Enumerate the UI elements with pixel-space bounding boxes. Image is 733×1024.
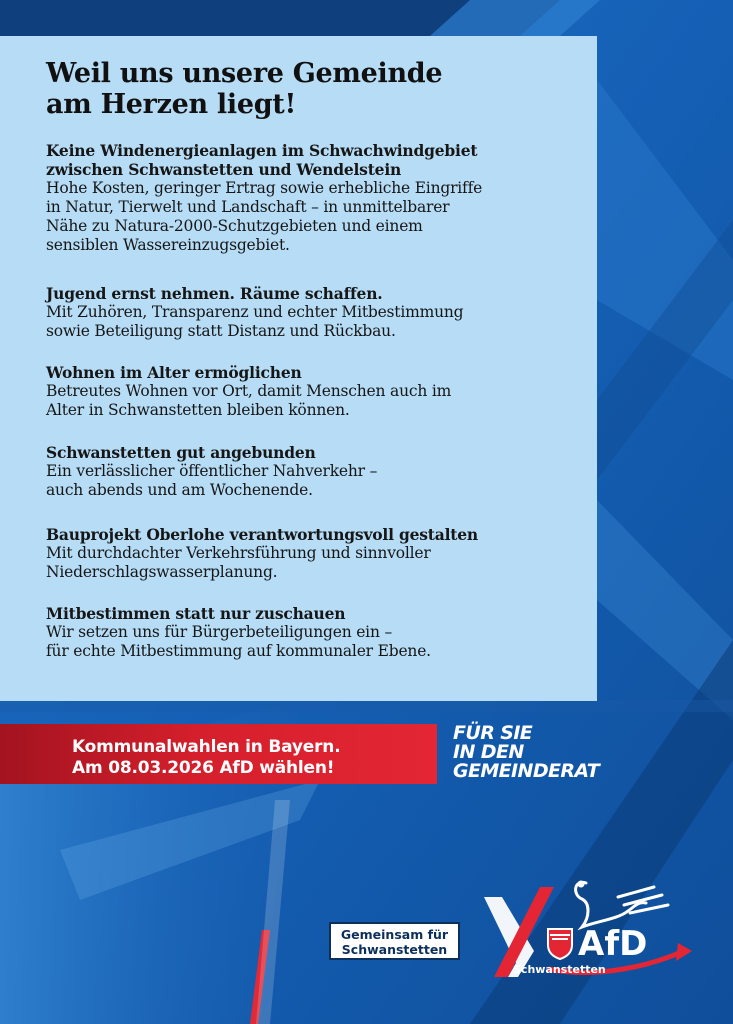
section-body-line: Mit Zuhören, Transparenz und echter Mitbestimmung	[46, 303, 464, 321]
gemeinsam-badge	[329, 922, 460, 960]
slogan-line: IN DEN	[453, 741, 524, 763]
banner-line: Kommunalwahlen in Bayern.	[72, 737, 341, 757]
headline	[46, 58, 566, 120]
slogan-line: FÜR SIE	[453, 722, 533, 744]
section-body	[46, 623, 586, 661]
section-body-line: Mit durchdachter Verkehrsführung und sinnvoller	[46, 544, 431, 562]
logo-subtitle: Schwanstetten	[513, 963, 606, 976]
section-title: Jugend ernst nehmen. Räume schaffen.	[46, 284, 383, 303]
section-body	[46, 179, 586, 255]
section-body-line: auch abends und am Wochenende.	[46, 481, 313, 499]
section-wohnen-im-alter	[46, 363, 586, 420]
section-body-line: Betreutes Wohnen vor Ort, damit Menschen auch im	[46, 382, 452, 400]
slogan-line: GEMEINDERAT	[453, 760, 600, 782]
section-body-line: Niederschlagswasserplanung.	[46, 563, 278, 581]
franconian-rake-emblem	[548, 929, 572, 959]
section-body-line: sensiblen Wassereinzugsgebiet.	[46, 236, 290, 254]
election-banner	[0, 724, 437, 784]
section-title: Mitbestimmen statt nur zuschauen	[46, 604, 346, 623]
section-jugend	[46, 284, 586, 341]
section-title-line: zwischen Schwanstetten und Wendelstein	[46, 160, 402, 179]
badge-line: Schwanstetten	[341, 942, 448, 957]
headline-line: Weil uns unsere Gemeinde	[46, 58, 443, 89]
section-body-line: Ein verlässlicher öffentlicher Nahverkehr –	[46, 462, 378, 480]
section-title-line: Keine Windenergieanlagen im Schwachwindgebiet	[46, 141, 478, 160]
section-body-line: für echte Mitbestimmung auf kommunaler Ebene.	[46, 642, 431, 660]
section-body	[46, 382, 586, 420]
section-body-line: in Natur, Tierwelt und Landschaft – in unmittelbarer	[46, 198, 450, 216]
swan-icon	[576, 882, 668, 927]
section-body-line: Wir setzen uns für Bürgerbeteiligungen ein –	[46, 623, 392, 641]
section-mitbestimmen	[46, 604, 586, 661]
section-title: Bauprojekt Oberlohe verantwortungsvoll gestalten	[46, 525, 478, 544]
section-title: Wohnen im Alter ermöglichen	[46, 363, 302, 382]
headline-line: am Herzen liegt!	[46, 89, 297, 120]
section-title	[46, 141, 586, 179]
section-body-line: Alter in Schwanstetten bleiben können.	[46, 401, 350, 419]
section-nahverkehr	[46, 443, 586, 500]
section-bauprojekt-oberlohe	[46, 525, 586, 582]
badge-line: Gemeinsam für	[340, 927, 449, 942]
logo-swoosh-arrow	[676, 943, 692, 961]
section-windenergie	[46, 141, 586, 255]
section-body-line: Hohe Kosten, geringer Ertrag sowie erhebliche Eingriffe	[46, 179, 483, 197]
section-title: Schwanstetten gut angebunden	[46, 443, 316, 462]
section-body-line: sowie Beteiligung statt Distanz und Rückbau.	[46, 322, 396, 340]
section-body	[46, 303, 586, 341]
slogan	[453, 724, 623, 781]
section-body	[46, 462, 586, 500]
section-body	[46, 544, 586, 582]
section-body-line: Nähe zu Natura-2000-Schutzgebieten und einem	[46, 217, 423, 235]
afd-wordmark: AfD	[578, 924, 648, 964]
banner-line: Am 08.03.2026 AfD wählen!	[72, 758, 335, 778]
